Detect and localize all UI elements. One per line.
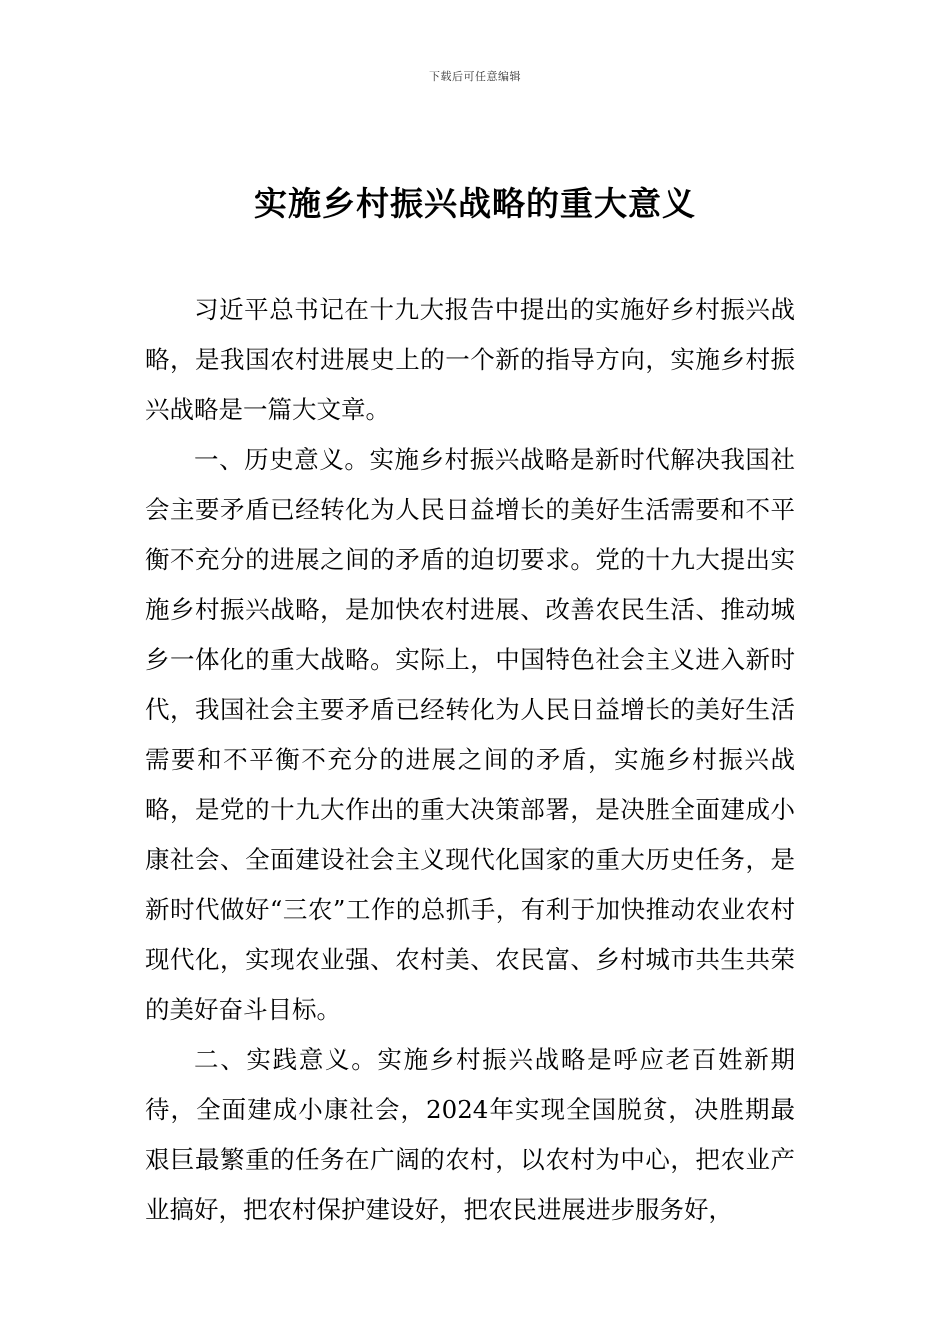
document-title: 实施乡村振兴战略的重大意义 xyxy=(254,184,696,223)
paragraph-practical-significance: 二、实践意义。实施乡村振兴战略是呼应老百姓新期待，全面建成小康社会，2024年实现全国脱贫，决胜期最艰巨最繁重的任务在广阔的农村，以农村为中心，把农业产业搞好，把农村保护建设好，把农民进展进步服务好， xyxy=(145,1045,795,1224)
header-note: 下载后可任意编辑 xyxy=(429,70,521,83)
paragraph-historical-significance: 一、历史意义。实施乡村振兴战略是新时代解决我国社会主要矛盾已经转化为人民日益增长的美好生活需要和不平衡不充分的进展之间的矛盾的迫切要求。党的十九大提出实施乡村振兴战略，是加快农村进展、改善农民生活、推动城乡一体化的重大战略。实际上，中国特色社会主义进入新时代，我国社会主要矛盾已经转化为人民日益增长的美好生活需要和不平衡不充分的进展之间的矛盾，实施乡村振兴战略，是党的十九大作出的重大决策部署，是决胜全面建成小康社会、全面建设社会主义现代化国家的重大历史任务，是新时代做好“三农”工作的总抓手，有利于加快推动农业农村现代化，实现农业强、农村美、农民富、乡村城市共生共荣的美好奋斗目标。 xyxy=(145,445,795,1024)
document-body xyxy=(145,285,795,1235)
paragraph-intro: 习近平总书记在十九大报告中提出的实施好乡村振兴战略，是我国农村进展史上的一个新的指导方向，实施乡村振兴战略是一篇大文章。 xyxy=(145,295,795,424)
